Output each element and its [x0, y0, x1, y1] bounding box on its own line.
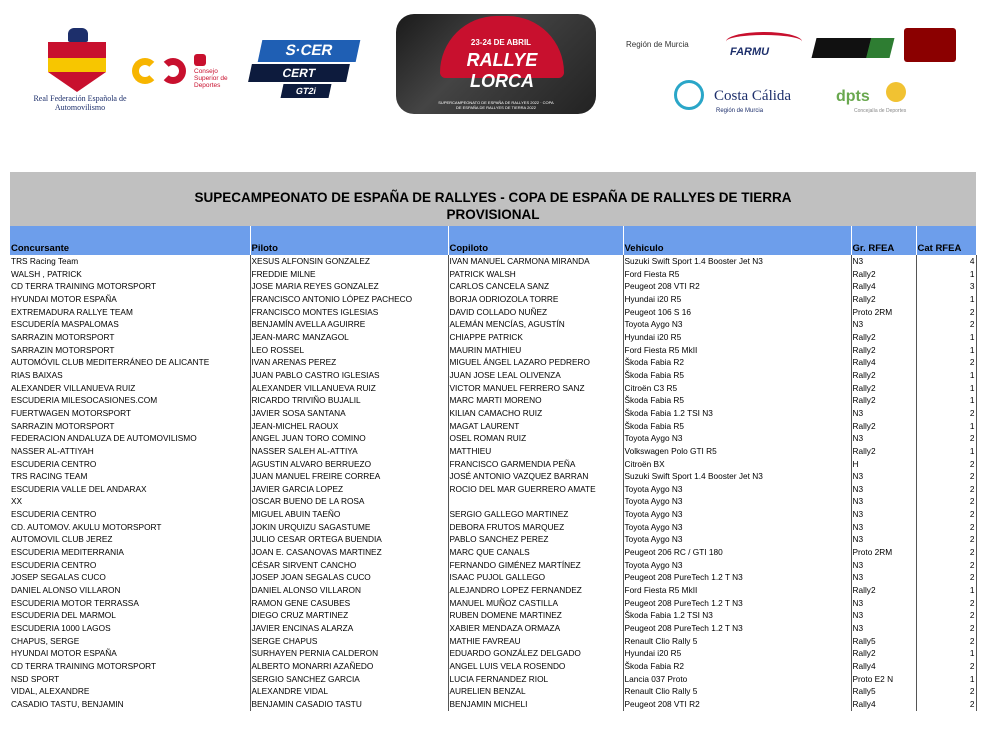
cell-copiloto: CHIAPPE PATRICK [448, 331, 623, 344]
cell-categoria: 2 [916, 318, 976, 331]
cell-categoria: 1 [916, 647, 976, 660]
cell-copiloto [448, 495, 623, 508]
column-header-categoria: Cat RFEA [916, 226, 976, 255]
cell-vehiculo: Škoda Fabia R5 [623, 420, 851, 433]
cell-vehiculo: Peugeot 208 VTI R2 [623, 698, 851, 711]
cell-categoria: 2 [916, 635, 976, 648]
cell-grupo: Rally2 [851, 293, 916, 306]
cell-categoria: 1 [916, 369, 976, 382]
cell-copiloto: ROCIO DEL MAR GUERRERO AMATE [448, 483, 623, 496]
wave-ring-icon [674, 80, 704, 110]
cell-copiloto: BENJAMIN MICHELI [448, 698, 623, 711]
cell-copiloto: ANGEL LUIS VELA ROSENDO [448, 660, 623, 673]
cell-copiloto: XABIER MENDAZA ORMAZA [448, 622, 623, 635]
cell-concursante: DANIEL ALONSO VILLARON [10, 584, 250, 597]
table-row [10, 584, 976, 597]
cell-categoria: 1 [916, 331, 976, 344]
gt2i-badge: GT2i [281, 84, 332, 98]
faa-logo [814, 38, 892, 58]
cell-grupo: Rally2 [851, 331, 916, 344]
cell-copiloto: MARC MARTI MORENO [448, 394, 623, 407]
cell-copiloto: DAVID COLLADO NUÑEZ [448, 306, 623, 319]
cell-categoria: 2 [916, 470, 976, 483]
table-row [10, 394, 976, 407]
table-row [10, 533, 976, 546]
cell-piloto: JOSE MARIA REYES GONZALEZ [250, 280, 448, 293]
cell-vehiculo: Toyota Aygo N3 [623, 533, 851, 546]
table-row [10, 369, 976, 382]
cell-copiloto: CARLOS CANCELA SANZ [448, 280, 623, 293]
cell-copiloto: FRANCISCO GARMENDIA PEÑA [448, 458, 623, 471]
cell-categoria: 2 [916, 609, 976, 622]
table-body [10, 255, 976, 711]
cell-copiloto: FERNANDO GIMÉNEZ MARTÍNEZ [448, 559, 623, 572]
cell-grupo: Proto E2 N [851, 673, 916, 686]
cell-vehiculo: Lancia 037 Proto [623, 673, 851, 686]
cell-vehiculo: Toyota Aygo N3 [623, 559, 851, 572]
cell-piloto: MIGUEL ABUIN TAEÑO [250, 508, 448, 521]
cell-grupo: N3 [851, 571, 916, 584]
cell-piloto: ALEXANDRE VIDAL [250, 685, 448, 698]
cell-categoria: 1 [916, 584, 976, 597]
costa-calida-title: Costa Cálida [714, 88, 792, 104]
cell-concursante: TRS RACING TEAM [10, 470, 250, 483]
cell-concursante: XX [10, 495, 250, 508]
cell-piloto: SURHAYEN PERNIA CALDERON [250, 647, 448, 660]
cell-piloto: SERGIO SANCHEZ GARCIA [250, 673, 448, 686]
cell-concursante: CD. AUTOMOV. AKULU MOTORSPORT [10, 521, 250, 534]
table-row [10, 382, 976, 395]
cell-grupo: N3 [851, 495, 916, 508]
sun-icon [886, 82, 906, 102]
table-row [10, 508, 976, 521]
cell-grupo: N3 [851, 521, 916, 534]
cell-piloto: JOSEP JOAN SEGALAS CUCO [250, 571, 448, 584]
cell-copiloto: LUCIA FERNANDEZ RIOL [448, 673, 623, 686]
table-header-row [10, 226, 976, 255]
cell-copiloto: MATTHIEU [448, 445, 623, 458]
cell-categoria: 1 [916, 394, 976, 407]
cell-piloto: JAVIER GARCIA LOPEZ [250, 483, 448, 496]
cell-concursante: ESCUDERIA MOTOR TERRASSA [10, 597, 250, 610]
cell-copiloto: MARC QUE CANALS [448, 546, 623, 559]
cell-categoria: 2 [916, 356, 976, 369]
dpts-subtitle: Concejalía de Deportes [854, 108, 907, 114]
cell-concursante: JOSEP SEGALAS CUCO [10, 571, 250, 584]
costa-calida-subtitle: Región de Murcia [716, 108, 764, 114]
cell-copiloto: IVAN MANUEL CARMONA MIRANDA [448, 255, 623, 268]
cell-vehiculo: Škoda Fabia R5 [623, 394, 851, 407]
cell-concursante: ESCUDERIA VALLE DEL ANDARAX [10, 483, 250, 496]
cell-categoria: 2 [916, 508, 976, 521]
cell-grupo: N3 [851, 622, 916, 635]
cell-categoria: 2 [916, 533, 976, 546]
murcia-text: Región de Murcia [626, 40, 689, 49]
cell-vehiculo: Škoda Fabia R2 [623, 356, 851, 369]
cell-piloto: FRANCISCO MONTES IGLESIAS [250, 306, 448, 319]
table-row [10, 344, 976, 357]
cell-grupo: N3 [851, 255, 916, 268]
cell-categoria: 2 [916, 698, 976, 711]
crest-icon [194, 54, 206, 66]
cell-grupo: Rally4 [851, 660, 916, 673]
table-row [10, 559, 976, 572]
region-murcia-logo [626, 28, 716, 64]
cell-grupo: Rally2 [851, 382, 916, 395]
cell-categoria: 1 [916, 268, 976, 281]
cell-piloto: LEO ROSSEL [250, 344, 448, 357]
table-row [10, 356, 976, 369]
cell-vehiculo: Hyundai i20 R5 [623, 647, 851, 660]
table-row [10, 546, 976, 559]
cell-vehiculo: Toyota Aygo N3 [623, 318, 851, 331]
cell-grupo: Rally4 [851, 698, 916, 711]
cell-piloto: ALBERTO MONARRI AZAÑEDO [250, 660, 448, 673]
table-row [10, 280, 976, 293]
table-row [10, 609, 976, 622]
cell-copiloto: KILIAN CAMACHO RUIZ [448, 407, 623, 420]
cell-copiloto: SERGIO GALLEGO MARTINEZ [448, 508, 623, 521]
table-row [10, 698, 976, 711]
cell-categoria: 2 [916, 685, 976, 698]
rfea-logo [30, 28, 140, 112]
cell-grupo: Rally5 [851, 685, 916, 698]
cell-piloto: JAVIER ENCINAS ALARZA [250, 622, 448, 635]
cell-piloto: SERGE CHAPUS [250, 635, 448, 648]
cell-grupo: Rally5 [851, 635, 916, 648]
rally-footer: SUPERCAMPEONATO DE ESPAÑA DE RALLYES 2022 · COPA DE ESPAÑA DE RALLYES DE TIERRA 2022 [438, 100, 554, 110]
cell-vehiculo: Toyota Aygo N3 [623, 521, 851, 534]
table-row [10, 660, 976, 673]
cell-piloto: JOAN E. CASANOVAS MARTINEZ [250, 546, 448, 559]
rfea-logo-text: Real Federación Española de Automovilismo [33, 94, 127, 112]
costa-calida-logo [672, 78, 802, 122]
cell-grupo: Rally2 [851, 344, 916, 357]
cell-copiloto: PABLO SANCHEZ PEREZ [448, 533, 623, 546]
cell-vehiculo: Suzuki Swift Sport 1.4 Booster Jet N3 [623, 255, 851, 268]
cell-piloto: OSCAR BUENO DE LA ROSA [250, 495, 448, 508]
cell-vehiculo: Peugeot 208 VTI R2 [623, 280, 851, 293]
dpts-logo [834, 80, 920, 116]
cell-concursante: CHAPUS, SERGE [10, 635, 250, 648]
cell-grupo: N3 [851, 432, 916, 445]
checkered-flag-icon [812, 38, 895, 58]
cell-vehiculo: Citroën C3 R5 [623, 382, 851, 395]
cell-piloto: JAVIER SOSA SANTANA [250, 407, 448, 420]
cell-categoria: 3 [916, 280, 976, 293]
cell-copiloto: MAURIN MATHIEU [448, 344, 623, 357]
cell-categoria: 2 [916, 407, 976, 420]
cell-concursante: FEDERACION ANDALUZA DE AUTOMOVILISMO [10, 432, 250, 445]
cell-categoria: 2 [916, 458, 976, 471]
cell-piloto: CÉSAR SIRVENT CANCHO [250, 559, 448, 572]
cell-concursante: SARRAZIN MOTORSPORT [10, 331, 250, 344]
cell-grupo: Rally4 [851, 280, 916, 293]
cell-concursante: CD TERRA TRAINING MOTORSPORT [10, 660, 250, 673]
cell-vehiculo: Hyundai i20 R5 [623, 331, 851, 344]
cell-piloto: FREDDIE MILNE [250, 268, 448, 281]
cell-piloto: RICARDO TRIVIÑO BUJALIL [250, 394, 448, 407]
cell-categoria: 2 [916, 559, 976, 572]
csd-yellow-arc [132, 58, 158, 84]
cell-concursante: WALSH , PATRICK [10, 268, 250, 281]
cell-vehiculo: Peugeot 206 RC / GTI 180 [623, 546, 851, 559]
cell-copiloto: MATHIE FAVREAU [448, 635, 623, 648]
cell-grupo: Rally2 [851, 268, 916, 281]
table-row [10, 293, 976, 306]
cell-copiloto: BORJA ODRIOZOLA TORRE [448, 293, 623, 306]
cell-categoria: 2 [916, 597, 976, 610]
cell-concursante: ESCUDERIA DEL MARMOL [10, 609, 250, 622]
table-row [10, 432, 976, 445]
table-row [10, 407, 976, 420]
farmu-text: FARMU [730, 46, 770, 58]
cell-categoria: 2 [916, 521, 976, 534]
table-row [10, 470, 976, 483]
cell-vehiculo: Peugeot 208 PureTech 1.2 T N3 [623, 597, 851, 610]
cell-vehiculo: Toyota Aygo N3 [623, 432, 851, 445]
cert-badge: CERT [248, 64, 350, 82]
table-row [10, 306, 976, 319]
cell-grupo: Proto 2RM [851, 306, 916, 319]
cell-piloto: ANGEL JUAN TORO COMINO [250, 432, 448, 445]
cell-vehiculo: Škoda Fabia R2 [623, 660, 851, 673]
cell-vehiculo: Škoda Fabia 1.2 TSI N3 [623, 609, 851, 622]
cell-concursante: ALEXANDER VILLANUEVA RUIZ [10, 382, 250, 395]
cell-piloto: AGUSTIN ALVARO BERRUEZO [250, 458, 448, 471]
entry-list-table [10, 226, 977, 711]
cell-copiloto: AURELIEN BENZAL [448, 685, 623, 698]
title-block [10, 172, 976, 226]
table-row [10, 622, 976, 635]
cell-concursante: CASADIO TASTU, BENJAMIN [10, 698, 250, 711]
flag-stripe [48, 58, 106, 72]
cell-vehiculo: Hyundai i20 R5 [623, 293, 851, 306]
cell-grupo: N3 [851, 483, 916, 496]
cell-categoria: 1 [916, 445, 976, 458]
table-row [10, 521, 976, 534]
table-row [10, 255, 976, 268]
cell-vehiculo: Volkswagen Polo GTI R5 [623, 445, 851, 458]
cell-copiloto: JOSÉ ANTONIO VAZQUEZ BARRAN [448, 470, 623, 483]
cell-vehiculo: Škoda Fabia R5 [623, 369, 851, 382]
cell-grupo: N3 [851, 508, 916, 521]
cell-piloto: ALEXANDER VILLANUEVA RUIZ [250, 382, 448, 395]
cell-concursante: CD TERRA TRAINING MOTORSPORT [10, 280, 250, 293]
cell-categoria: 1 [916, 344, 976, 357]
cell-vehiculo: Škoda Fabia 1.2 TSI N3 [623, 407, 851, 420]
cell-concursante: ESCUDERIA MILESOCASIONES.COM [10, 394, 250, 407]
cell-concursante: RIAS BAIXAS [10, 369, 250, 382]
cell-grupo: N3 [851, 318, 916, 331]
column-header-concursante: Concursante [10, 226, 250, 255]
cell-piloto: FRANCISCO ANTONIO LÓPEZ PACHECO [250, 293, 448, 306]
document-status: PROVISIONAL [446, 207, 540, 222]
cell-concursante: TRS Racing Team [10, 255, 250, 268]
table-row [10, 483, 976, 496]
cell-copiloto: OSEL ROMAN RUIZ [448, 432, 623, 445]
cell-concursante: VIDAL, ALEXANDRE [10, 685, 250, 698]
cell-categoria: 2 [916, 483, 976, 496]
cell-grupo: Rally4 [851, 356, 916, 369]
table-row [10, 331, 976, 344]
cell-piloto: BENJAMIN CASADIO TASTU [250, 698, 448, 711]
cell-concursante: ESCUDERIA MEDITERRANIA [10, 546, 250, 559]
cell-piloto: JEAN-MICHEL RAOUX [250, 420, 448, 433]
cell-piloto: JUAN MANUEL FREIRE CORREA [250, 470, 448, 483]
cell-copiloto: MAGAT LAURENT [448, 420, 623, 433]
table-row [10, 597, 976, 610]
cell-concursante: NASSER AL-ATTIYAH [10, 445, 250, 458]
scer-logo [246, 40, 360, 98]
scer-badge: S·CER [258, 40, 361, 62]
cell-copiloto: RUBEN DOMENE MARTINEZ [448, 609, 623, 622]
cell-vehiculo: Renault Clio Rally 5 [623, 635, 851, 648]
cell-categoria: 1 [916, 382, 976, 395]
cell-grupo: Rally2 [851, 445, 916, 458]
cell-piloto: DIEGO CRUZ MARTINEZ [250, 609, 448, 622]
cell-copiloto: DEBORA FRUTOS MARQUEZ [448, 521, 623, 534]
cell-categoria: 1 [916, 293, 976, 306]
cell-vehiculo: Toyota Aygo N3 [623, 483, 851, 496]
cell-concursante: AUTOMOVIL CLUB JEREZ [10, 533, 250, 546]
table-row [10, 635, 976, 648]
cell-piloto: BENJAMÍN AVELLA AGUIRRE [250, 318, 448, 331]
cell-concursante: HYUNDAI MOTOR ESPAÑA [10, 293, 250, 306]
cell-copiloto: VICTOR MANUEL FERRERO SANZ [448, 382, 623, 395]
rallye-lorca-logo [396, 14, 596, 114]
cell-concursante: ESCUDERIA 1000 LAGOS [10, 622, 250, 635]
table-row [10, 458, 976, 471]
cell-piloto: RAMON GENE CASUBES [250, 597, 448, 610]
cell-vehiculo: Ford Fiesta R5 [623, 268, 851, 281]
cell-concursante: HYUNDAI MOTOR ESPAÑA [10, 647, 250, 660]
cell-categoria: 2 [916, 622, 976, 635]
cell-concursante: SARRAZIN MOTORSPORT [10, 420, 250, 433]
automovil-club-logo [904, 28, 956, 62]
cell-grupo: H [851, 458, 916, 471]
csd-logo-text: Consejo Superior de Deportes [194, 68, 228, 89]
cell-grupo: N3 [851, 407, 916, 420]
cell-grupo: Rally2 [851, 420, 916, 433]
cell-copiloto: ALEJANDRO LOPEZ FERNANDEZ [448, 584, 623, 597]
cell-concursante: SARRAZIN MOTORSPORT [10, 344, 250, 357]
crown-icon [68, 28, 88, 42]
column-header-piloto: Piloto [250, 226, 448, 255]
cell-concursante: ESCUDERÍA MASPALOMAS [10, 318, 250, 331]
cell-categoria: 2 [916, 660, 976, 673]
table-row [10, 420, 976, 433]
cell-vehiculo: Citroën BX [623, 458, 851, 471]
cell-piloto: IVAN ARENAS PEREZ [250, 356, 448, 369]
cell-categoria: 2 [916, 571, 976, 584]
table-row [10, 647, 976, 660]
cell-grupo: Rally2 [851, 369, 916, 382]
cell-concursante: ESCUDERIA CENTRO [10, 559, 250, 572]
cell-concursante: NSD SPORT [10, 673, 250, 686]
table-row [10, 673, 976, 686]
cell-copiloto: PATRICK WALSH [448, 268, 623, 281]
cell-grupo: N3 [851, 597, 916, 610]
cell-grupo: N3 [851, 559, 916, 572]
cell-grupo: Proto 2RM [851, 546, 916, 559]
cell-vehiculo: Peugeot 106 S 16 [623, 306, 851, 319]
column-header-copiloto: Copiloto [448, 226, 623, 255]
cell-grupo: N3 [851, 533, 916, 546]
dpts-text: dpts [836, 88, 870, 105]
cell-piloto: NASSER SALEH AL-ATTIYA [250, 445, 448, 458]
cell-concursante: AUTOMÓVIL CLUB MEDITERRÁNEO DE ALICANTE [10, 356, 250, 369]
cell-categoria: 2 [916, 546, 976, 559]
cell-grupo: Rally2 [851, 394, 916, 407]
column-header-grupo: Gr. RFEA [851, 226, 916, 255]
table-row [10, 445, 976, 458]
cell-concursante: FUERTWAGEN MOTORSPORT [10, 407, 250, 420]
cell-vehiculo: Peugeot 208 PureTech 1.2 T N3 [623, 622, 851, 635]
cell-categoria: 1 [916, 420, 976, 433]
cell-concursante: ESCUDERIA CENTRO [10, 458, 250, 471]
cell-categoria: 2 [916, 432, 976, 445]
cell-concursante: ESCUDERIA CENTRO [10, 508, 250, 521]
cell-vehiculo: Suzuki Swift Sport 1.4 Booster Jet N3 [623, 470, 851, 483]
table-row [10, 318, 976, 331]
table-row [10, 495, 976, 508]
cell-grupo: Rally2 [851, 584, 916, 597]
cell-piloto: JEAN-MARC MANZAGOL [250, 331, 448, 344]
table-row [10, 685, 976, 698]
table-row [10, 268, 976, 281]
table-row [10, 571, 976, 584]
cell-categoria: 2 [916, 495, 976, 508]
csd-logo [130, 52, 240, 92]
cell-copiloto: MANUEL MUÑOZ CASTILLA [448, 597, 623, 610]
cell-categoria: 4 [916, 255, 976, 268]
rally-date: 23-24 DE ABRIL [470, 38, 532, 47]
csd-red-arc [160, 58, 186, 84]
cell-vehiculo: Peugeot 208 PureTech 1.2 T N3 [623, 571, 851, 584]
cell-categoria: 1 [916, 673, 976, 686]
cell-piloto: JOKIN URQUIZU SAGASTUME [250, 521, 448, 534]
cell-vehiculo: Renault Clio Rally 5 [623, 685, 851, 698]
cell-vehiculo: Ford Fiesta R5 MkII [623, 584, 851, 597]
cell-copiloto: MIGUEL ÁNGEL LAZARO PEDRERO [448, 356, 623, 369]
cell-piloto: JUAN PABLO CASTRO IGLESIAS [250, 369, 448, 382]
column-header-vehiculo: Vehiculo [623, 226, 851, 255]
cell-copiloto: JUAN JOSE LEAL OLIVENZA [448, 369, 623, 382]
document-title: SUPECAMPEONATO DE ESPAÑA DE RALLYES - COPA DE ESPAÑA DE RALLYES DE TIERRA [194, 190, 792, 205]
cell-grupo: N3 [851, 470, 916, 483]
cell-grupo: N3 [851, 609, 916, 622]
cell-copiloto: ISAAC PUJOL GALLEGO [448, 571, 623, 584]
cell-concursante: EXTREMADURA RALLYE TEAM [10, 306, 250, 319]
cell-grupo: Rally2 [851, 647, 916, 660]
cell-copiloto: ALEMÁN MENCÍAS, AGUSTÍN [448, 318, 623, 331]
rally-name: RALLYE LORCA [466, 50, 538, 91]
cell-piloto: DANIEL ALONSO VILLARON [250, 584, 448, 597]
cell-vehiculo: Toyota Aygo N3 [623, 495, 851, 508]
farmu-logo [724, 28, 806, 62]
cell-vehiculo: Ford Fiesta R5 MkII [623, 344, 851, 357]
cell-vehiculo: Toyota Aygo N3 [623, 508, 851, 521]
sponsor-logo-strip [0, 0, 986, 160]
cell-categoria: 2 [916, 306, 976, 319]
cell-piloto: JULIO CESAR ORTEGA BUENDIA [250, 533, 448, 546]
cell-piloto: XESUS ALFONSIN GONZALEZ [250, 255, 448, 268]
cell-copiloto: EDUARDO GONZÁLEZ DELGADO [448, 647, 623, 660]
